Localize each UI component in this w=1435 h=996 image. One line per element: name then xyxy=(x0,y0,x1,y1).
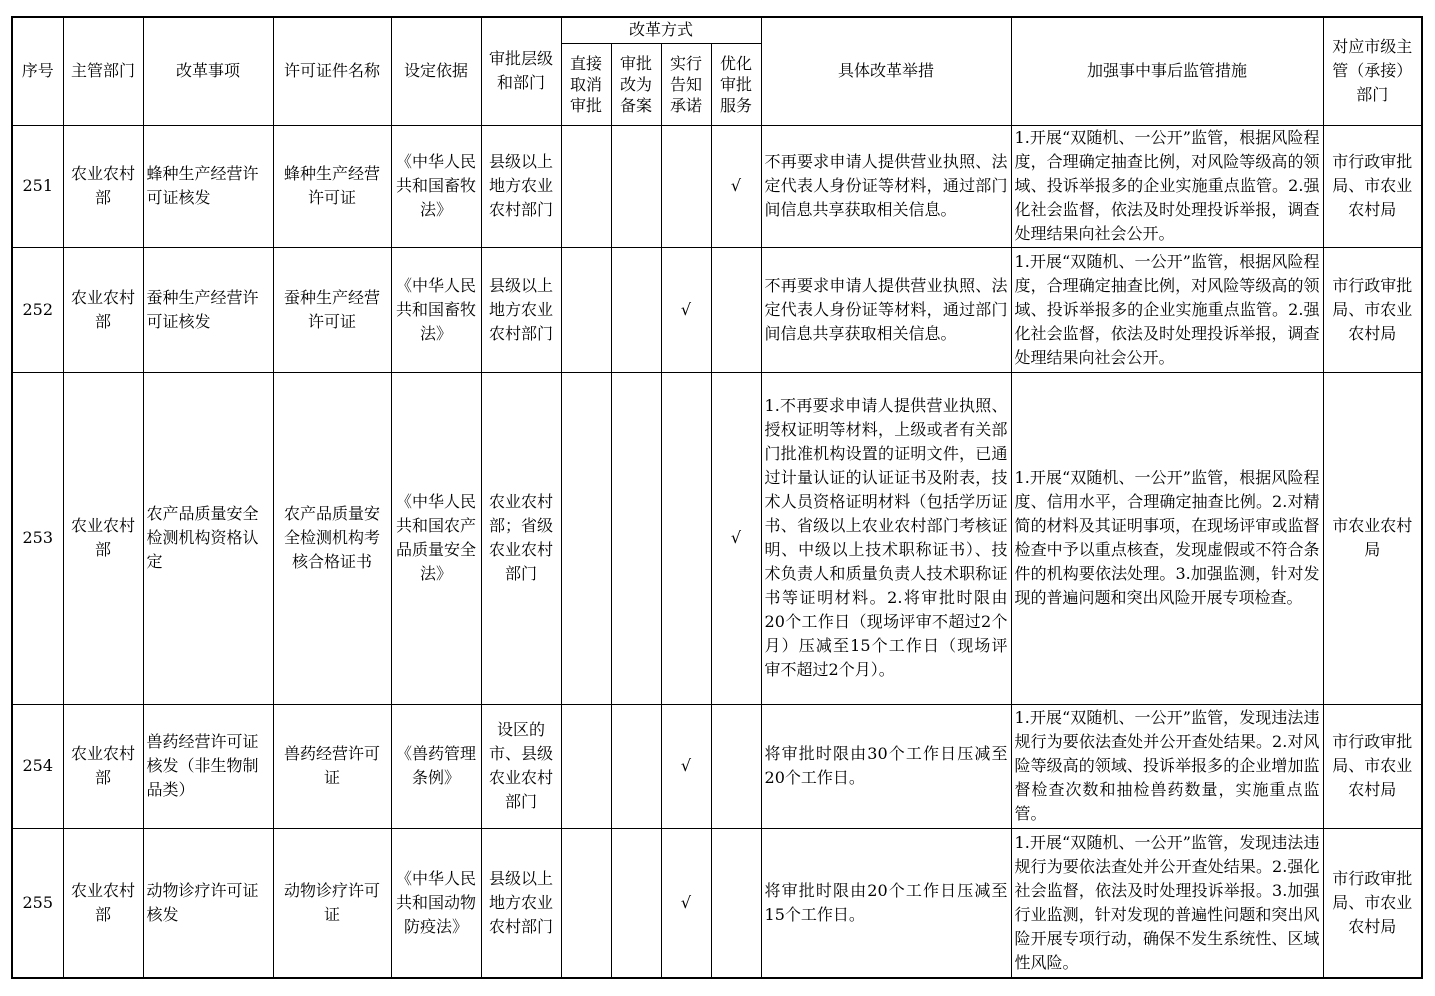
cell-city: 市行政审批局、市农业农村局 xyxy=(1323,247,1422,372)
header-reform-group: 改革方式 xyxy=(561,17,761,43)
header-measures: 具体改革举措 xyxy=(761,17,1011,125)
cell-method-commit: √ xyxy=(661,247,711,372)
header-level: 审批层级和部门 xyxy=(481,17,561,125)
cell-dept: 农业农村部 xyxy=(63,372,143,704)
cell-measures: 将审批时限由20个工作日压减至15个工作日。 xyxy=(761,828,1011,978)
table-row xyxy=(12,247,1422,372)
cell-level: 县级以上地方农业农村部门 xyxy=(481,247,561,372)
cell-item: 蚕种生产经营许可证核发 xyxy=(143,247,273,372)
cell-basis: 《中华人民共和国农产品质量安全法》 xyxy=(391,372,481,704)
cell-seq: 252 xyxy=(12,247,63,372)
cell-method-commit: √ xyxy=(661,828,711,978)
cell-method-optimize xyxy=(711,247,761,372)
table-header xyxy=(12,17,1422,125)
table-body xyxy=(12,125,1422,978)
cell-dept: 农业农村部 xyxy=(63,704,143,828)
cell-level: 县级以上地方农业农村部门 xyxy=(481,828,561,978)
cell-item: 蜂种生产经营许可证核发 xyxy=(143,125,273,247)
cell-item: 兽药经营许可证核发（非生物制品类） xyxy=(143,704,273,828)
cell-seq: 255 xyxy=(12,828,63,978)
cell-level: 农业农村部；省级农业农村部门 xyxy=(481,372,561,704)
table-row xyxy=(12,828,1422,978)
cell-supervision: 1.开展“双随机、一公开”监管，根据风险程度、信用水平，合理确定抽查比例。2.对精简的材料及其证明事项，在现场评审或监督检查中予以重点核查，发现虚假或不符合条件的机构要依法处理。3.加强监测，针对发现的普遍问题和突出风险开展专项检查。 xyxy=(1011,372,1323,704)
cell-dept: 农业农村部 xyxy=(63,247,143,372)
cell-method-record xyxy=(611,125,661,247)
header-seq: 序号 xyxy=(12,17,63,125)
cell-method-commit: √ xyxy=(661,704,711,828)
cell-supervision: 1.开展“双随机、一公开”监管，根据风险程度，合理确定抽查比例，对风险等级高的领域、投诉举报多的企业实施重点监管。2.强化社会监督，依法及时处理投诉举报，调查处理结果向社会公开。 xyxy=(1011,125,1323,247)
header-method-cancel: 直接取消审批 xyxy=(561,43,611,125)
cell-method-record xyxy=(611,704,661,828)
cell-supervision: 1.开展“双随机、一公开”监管，根据风险程度，合理确定抽查比例，对风险等级高的领域、投诉举报多的企业实施重点监管。2.强化社会监督，依法及时处理投诉举报，调查处理结果向社会公开。 xyxy=(1011,247,1323,372)
cell-license: 蚕种生产经营许可证 xyxy=(273,247,391,372)
cell-city: 市行政审批局、市农业农村局 xyxy=(1323,125,1422,247)
cell-method-cancel xyxy=(561,247,611,372)
cell-license: 动物诊疗许可证 xyxy=(273,828,391,978)
header-method-commit: 实行告知承诺 xyxy=(661,43,711,125)
cell-method-cancel xyxy=(561,828,611,978)
header-basis: 设定依据 xyxy=(391,17,481,125)
cell-method-record xyxy=(611,828,661,978)
cell-city: 市行政审批局、市农业农村局 xyxy=(1323,704,1422,828)
cell-measures: 将审批时限由30个工作日压减至20个工作日。 xyxy=(761,704,1011,828)
cell-seq: 254 xyxy=(12,704,63,828)
table-row xyxy=(12,125,1422,247)
cell-level: 县级以上地方农业农村部门 xyxy=(481,125,561,247)
cell-basis: 《兽药管理条例》 xyxy=(391,704,481,828)
header-city: 对应市级主管（承接）部门 xyxy=(1323,17,1422,125)
cell-method-optimize xyxy=(711,704,761,828)
header-item: 改革事项 xyxy=(143,17,273,125)
cell-city: 市行政审批局、市农业农村局 xyxy=(1323,828,1422,978)
cell-basis: 《中华人民共和国畜牧法》 xyxy=(391,125,481,247)
cell-city: 市农业农村局 xyxy=(1323,372,1422,704)
header-dept: 主管部门 xyxy=(63,17,143,125)
cell-seq: 251 xyxy=(12,125,63,247)
cell-method-record xyxy=(611,372,661,704)
cell-basis: 《中华人民共和国畜牧法》 xyxy=(391,247,481,372)
cell-method-cancel xyxy=(561,372,611,704)
cell-method-optimize: √ xyxy=(711,372,761,704)
cell-dept: 农业农村部 xyxy=(63,125,143,247)
header-license: 许可证件名称 xyxy=(273,17,391,125)
cell-license: 农产品质量安全检测机构考核合格证书 xyxy=(273,372,391,704)
header-method-record: 审批改为备案 xyxy=(611,43,661,125)
header-supervision: 加强事中事后监管措施 xyxy=(1011,17,1323,125)
table-row xyxy=(12,372,1422,704)
cell-supervision: 1.开展“双随机、一公开”监管，发现违法违规行为要依法查处并公开查处结果。2.强化社会监督，依法及时处理投诉举报。3.加强行业监测，针对发现的普遍性问题和突出风险开展专项行动，确保不发生系统性、区域性风险。 xyxy=(1011,828,1323,978)
cell-seq: 253 xyxy=(12,372,63,704)
cell-measures: 不再要求申请人提供营业执照、法定代表人身份证等材料，通过部门间信息共享获取相关信息。 xyxy=(761,247,1011,372)
cell-measures: 不再要求申请人提供营业执照、法定代表人身份证等材料，通过部门间信息共享获取相关信息。 xyxy=(761,125,1011,247)
cell-measures: 1.不再要求申请人提供营业执照、授权证明等材料，上级或者有关部门批准机构设置的证明文件，已通过计量认证的认证证书及附表，技术人员资格证明材料（包括学历证书、省级以上农业农村部门考核证明、中级以上技术职称证书）、技术负责人和质量负责人技术职称证书等证明材料。2.将审批时限由20个工作日（现场评审不超过2个月）压减至15个工作日（现场评审不超过2个月）。 xyxy=(761,372,1011,704)
cell-method-cancel xyxy=(561,125,611,247)
cell-supervision: 1.开展“双随机、一公开”监管，发现违法违规行为要依法查处并公开查处结果。2.对风险等级高的领域、投诉举报多的企业增加监督检查次数和抽检兽药数量，实施重点监管。 xyxy=(1011,704,1323,828)
header-method-optimize: 优化审批服务 xyxy=(711,43,761,125)
cell-item: 动物诊疗许可证核发 xyxy=(143,828,273,978)
cell-dept: 农业农村部 xyxy=(63,828,143,978)
cell-item: 农产品质量安全检测机构资格认定 xyxy=(143,372,273,704)
cell-method-commit xyxy=(661,125,711,247)
cell-license: 蜂种生产经营许可证 xyxy=(273,125,391,247)
cell-method-record xyxy=(611,247,661,372)
cell-license: 兽药经营许可证 xyxy=(273,704,391,828)
cell-method-optimize xyxy=(711,828,761,978)
cell-method-commit xyxy=(661,372,711,704)
cell-method-optimize: √ xyxy=(711,125,761,247)
reform-table xyxy=(11,16,1423,979)
cell-basis: 《中华人民共和国动物防疫法》 xyxy=(391,828,481,978)
table-row xyxy=(12,704,1422,828)
cell-level: 设区的市、县级农业农村部门 xyxy=(481,704,561,828)
cell-method-cancel xyxy=(561,704,611,828)
